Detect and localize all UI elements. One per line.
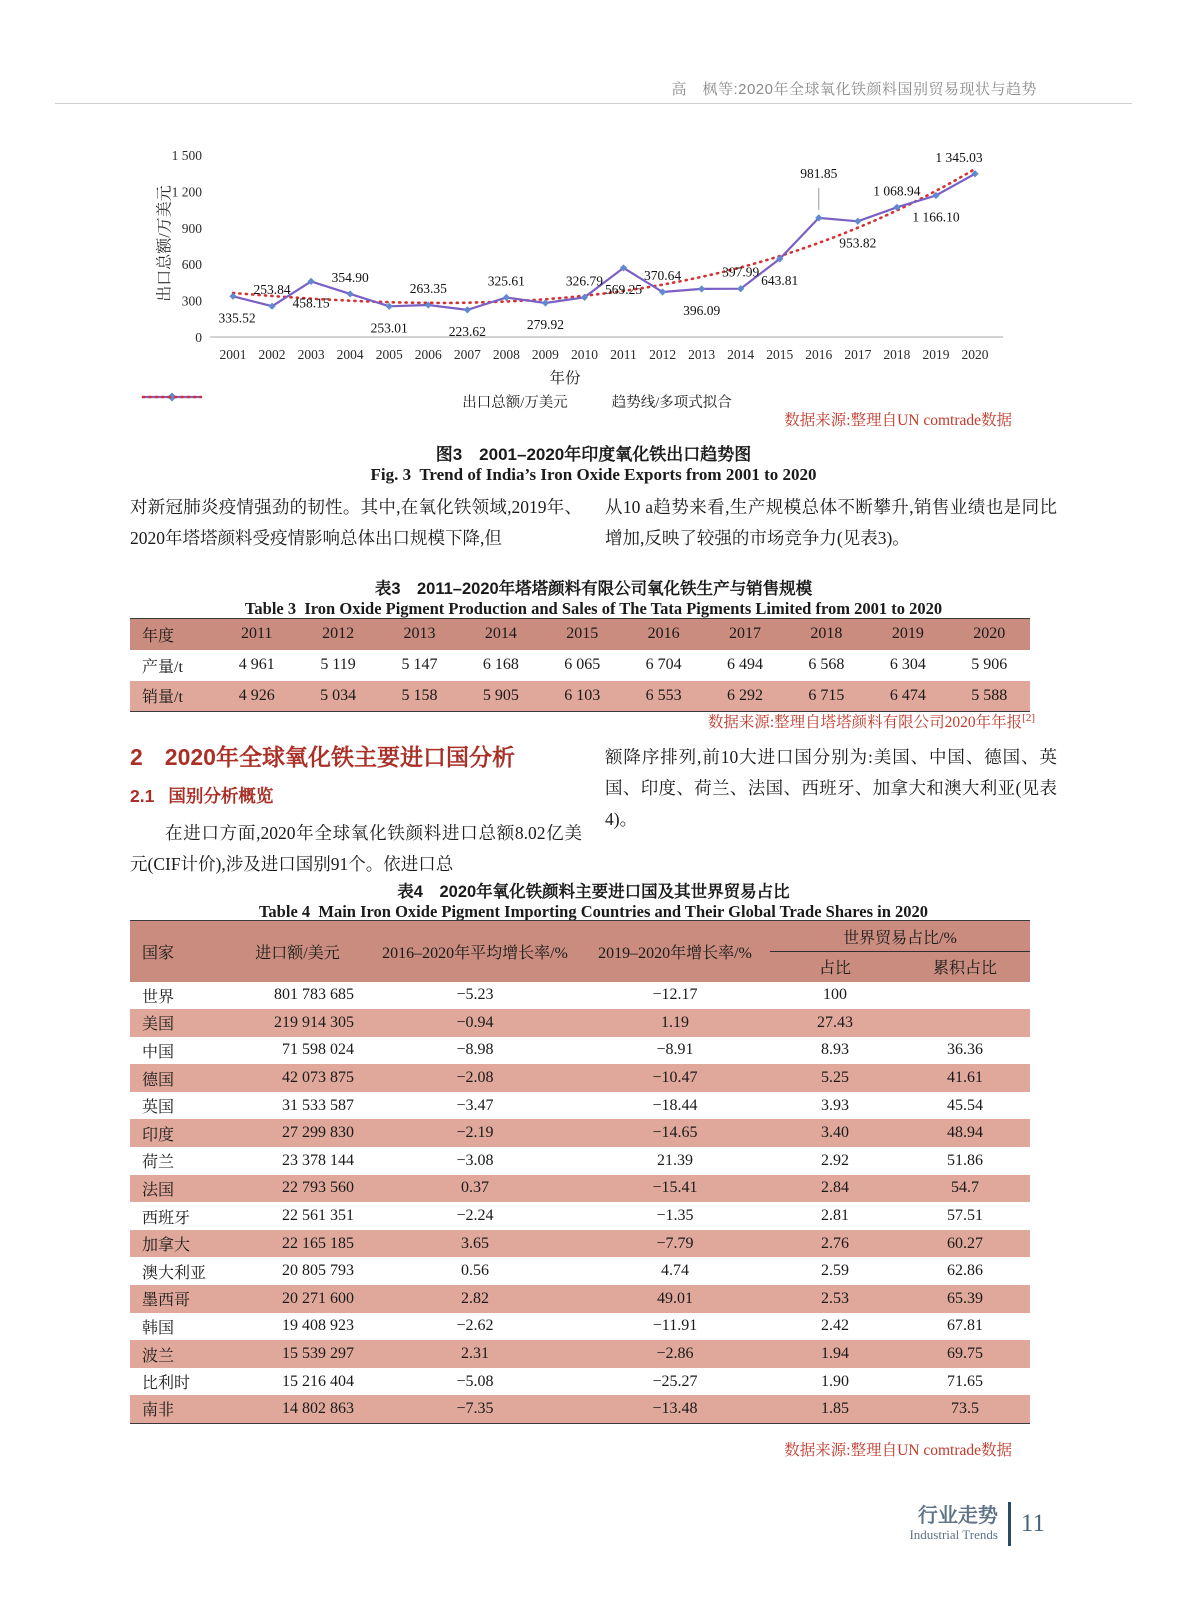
x-tick-label: 2018 — [883, 347, 911, 362]
table-cell: −13.48 — [652, 1399, 698, 1417]
table-cell: −7.79 — [656, 1234, 694, 1252]
data-point-label: 354.90 — [331, 269, 369, 285]
data-point-label: 396.09 — [683, 302, 721, 318]
table-cell: 5 147 — [401, 656, 438, 673]
x-tick-label: 2020 — [961, 347, 989, 362]
table-cell: 15 539 297 — [282, 1345, 354, 1363]
table-cell: 西班牙 — [142, 1209, 191, 1227]
table3-data-source — [708, 710, 1035, 732]
table4-header-share: 占比 — [818, 960, 851, 978]
figure3-caption-en: Fig. 3 Trend of India’s Iron Oxide Exports from 2001 to 2020 — [370, 465, 817, 484]
table-cell: −0.94 — [456, 1013, 494, 1031]
table-cell: 2.31 — [461, 1345, 489, 1363]
x-tick-label: 2003 — [297, 347, 325, 362]
table3-header-cell: 2014 — [484, 625, 517, 643]
table-cell: −5.08 — [456, 1372, 494, 1390]
table-cell: 4 926 — [238, 686, 275, 704]
table-row — [130, 1257, 1030, 1285]
table-cell: 加拿大 — [142, 1237, 191, 1255]
table-cell: 20 805 793 — [282, 1262, 354, 1280]
table-cell: −8.91 — [656, 1041, 694, 1059]
data-point-label: 370.64 — [644, 268, 682, 284]
table-cell: 4 961 — [238, 656, 275, 673]
table-row — [130, 1230, 1030, 1258]
table-cell: 22 165 185 — [282, 1234, 354, 1252]
table-cell: 5 906 — [971, 656, 1008, 673]
section2-column — [130, 742, 582, 880]
table-cell — [900, 1009, 1030, 1037]
table3-header-cell: 2016 — [647, 625, 680, 643]
table4-header-import-value: 进口额/美元 — [255, 944, 340, 962]
table-row — [130, 1313, 1030, 1341]
x-tick-label: 2005 — [375, 347, 403, 362]
data-point-label: 643.81 — [761, 272, 799, 288]
y-tick-label: 600 — [181, 257, 202, 273]
x-tick-label: 2011 — [610, 347, 637, 362]
table-cell: 6 553 — [645, 686, 682, 704]
table-cell: 6 474 — [889, 686, 926, 704]
table-cell: −2.08 — [456, 1069, 494, 1087]
x-tick-label: 2001 — [219, 347, 247, 362]
x-tick-label: 2014 — [727, 347, 755, 362]
table3-header-cell: 2013 — [403, 625, 436, 643]
table3-header-cell: 2019 — [891, 625, 924, 643]
table-cell: 1.85 — [821, 1399, 849, 1417]
table-cell: 0.37 — [461, 1179, 489, 1197]
data-point-marker — [503, 294, 510, 301]
table3-header-cell: 2018 — [810, 625, 843, 643]
table-cell: 2.76 — [821, 1234, 849, 1252]
table-cell: 2.82 — [461, 1289, 489, 1307]
table-cell: 100 — [823, 986, 847, 1004]
data-point-label: 1 166.10 — [912, 209, 960, 225]
x-tick-label: 2007 — [453, 347, 481, 362]
section2-heading — [130, 742, 582, 772]
x-tick-label: 2012 — [649, 347, 677, 362]
y-tick-label: 1 500 — [171, 148, 202, 163]
table-cell: −8.98 — [456, 1041, 494, 1059]
data-point-marker — [542, 299, 549, 306]
table-cell: 8.93 — [821, 1041, 849, 1059]
data-point-label: 335.52 — [218, 310, 256, 326]
table-cell: 0.56 — [461, 1262, 489, 1280]
table-cell: 2.81 — [821, 1207, 849, 1225]
legend-item-exports — [462, 391, 568, 412]
figure3-data-source: 数据来源:整理自UN comtrade数据 — [784, 412, 1012, 429]
body-paragraph-row-2 — [130, 742, 1057, 880]
table-cell: 23 378 144 — [282, 1151, 354, 1169]
table-cell: −25.27 — [652, 1372, 698, 1390]
table-cell: −3.47 — [456, 1096, 494, 1114]
table-cell: −2.62 — [456, 1317, 494, 1335]
data-point-label: 263.35 — [409, 281, 447, 297]
section2-number: 2 — [130, 744, 143, 770]
table-cell: −3.08 — [456, 1151, 494, 1169]
page-footer — [909, 1502, 1045, 1546]
paragraph-right: 从10 a趋势来看,生产规模总体不断攀升,销售业绩也是同比增加,反映了较强的市场竞争力(见表3)。 — [605, 497, 1057, 548]
table-cell: 5.25 — [821, 1069, 849, 1087]
table-cell: 20 271 600 — [282, 1289, 354, 1307]
table-cell: 62.86 — [947, 1262, 983, 1280]
table4-header-row-1 — [130, 921, 1030, 952]
table-row — [130, 1368, 1030, 1396]
table4-header-country: 国家 — [142, 944, 175, 962]
table-cell: 15 216 404 — [282, 1372, 354, 1390]
table-cell: 45.54 — [947, 1096, 983, 1114]
table-row — [130, 982, 1030, 1010]
table-cell: 1.90 — [821, 1372, 849, 1390]
table3 — [130, 618, 1030, 712]
x-tick-label: 2009 — [531, 347, 559, 362]
table-cell: 14 802 863 — [282, 1399, 354, 1417]
y-tick-label: 300 — [181, 293, 202, 309]
table-cell: −12.17 — [652, 986, 698, 1004]
table-cell: −18.44 — [652, 1096, 698, 1114]
table-cell: 世界 — [142, 988, 175, 1006]
data-point-marker — [386, 303, 393, 310]
y-tick-label: 1 200 — [171, 184, 202, 200]
table-cell: −5.23 — [456, 986, 494, 1004]
footer-section-en: Industrial Trends — [909, 1527, 998, 1542]
table-cell: 36.36 — [947, 1041, 983, 1059]
table-cell: 法国 — [142, 1181, 175, 1199]
table-row — [130, 1202, 1030, 1230]
x-tick-label: 2013 — [688, 347, 716, 362]
table4-data-source: 数据来源:整理自UN comtrade数据 — [784, 1442, 1012, 1459]
table-row — [130, 1340, 1030, 1368]
table-row — [130, 1064, 1030, 1092]
x-tick-label: 2017 — [844, 347, 872, 362]
paragraph-right: 额降序排列,前10大进口国分别为:美国、中国、德国、英国、印度、荷兰、法国、西班牙、加拿大和澳大利亚(见表4)。 — [605, 747, 1057, 829]
x-tick-label: 2010 — [570, 347, 598, 362]
data-point-label: 981.85 — [800, 165, 838, 181]
section2-1-number: 2.1 — [130, 786, 155, 806]
data-point-marker — [698, 285, 705, 292]
table-cell: 产量/t — [142, 658, 183, 676]
y-tick-label: 900 — [181, 220, 202, 236]
table-row — [130, 1147, 1030, 1175]
table-cell: 3.93 — [821, 1096, 849, 1114]
table3-header-cell: 年度 — [142, 627, 175, 645]
table-cell: 中国 — [142, 1043, 175, 1061]
table-cell: 219 914 305 — [274, 1013, 354, 1031]
table3-caption-en: Table 3 Iron Oxide Pigment Production and Sales of The Tata Pigments Limited from 2001 to 2020 — [244, 599, 943, 618]
table-cell: −11.91 — [652, 1317, 698, 1335]
table-cell: 42 073 875 — [282, 1069, 354, 1087]
data-point-label: 1 068.94 — [873, 183, 921, 199]
table4-caption-cn: 表4 2020年氧化铁颜料主要进口国及其世界贸易占比 — [397, 883, 790, 901]
table-cell: 41.61 — [947, 1069, 983, 1087]
data-point-label: 325.61 — [487, 273, 525, 289]
x-tick-label: 2004 — [336, 347, 364, 362]
x-tick-label: 2006 — [414, 347, 442, 362]
table-cell: 5 588 — [971, 686, 1008, 704]
table-row — [130, 1175, 1030, 1203]
table-cell: 德国 — [142, 1071, 175, 1089]
table4-header-avg-growth: 2016–2020年平均增长率/% — [382, 944, 568, 962]
table-cell: 48.94 — [947, 1124, 983, 1142]
x-tick-label: 2015 — [766, 347, 794, 362]
data-point-label: 1 345.03 — [935, 149, 983, 165]
table-row — [130, 1119, 1030, 1147]
data-point-marker — [347, 290, 354, 297]
table-cell: −14.65 — [652, 1124, 698, 1142]
table-cell: 荷兰 — [142, 1154, 175, 1172]
table-cell: 比利时 — [142, 1375, 191, 1393]
table-cell: 3.40 — [821, 1124, 849, 1142]
table4-header-yoy-growth: 2019–2020年增长率/% — [598, 944, 752, 962]
body-paragraph-row-1 — [130, 492, 1057, 554]
table3-header-cell: 2011 — [240, 625, 273, 643]
table-cell: 英国 — [142, 1099, 175, 1117]
table4-caption-en: Table 4 Main Iron Oxide Pigment Importing Countries and Their Global Trade Shares in 2020 — [258, 902, 929, 921]
table-cell: −1.35 — [656, 1207, 694, 1225]
x-tick-label: 2019 — [922, 347, 950, 362]
table-cell: 2.53 — [821, 1289, 849, 1307]
table3-source-text: 数据来源:整理自塔塔颜料有限公司2020年年报 — [707, 714, 1023, 731]
data-point-label: 223.62 — [448, 323, 486, 339]
table-row — [130, 650, 1030, 681]
table-cell: 5 158 — [401, 686, 438, 704]
data-point-label: 458.15 — [292, 295, 330, 311]
line-chart-canvas — [140, 128, 1054, 364]
table-cell: 韩国 — [142, 1319, 175, 1337]
data-point-label: 953.82 — [839, 235, 877, 251]
table-cell: 49.01 — [657, 1289, 693, 1307]
data-point-marker — [854, 218, 861, 225]
table-cell: 美国 — [142, 1016, 175, 1034]
table-cell: −2.86 — [656, 1345, 694, 1363]
table-cell: 澳大利亚 — [142, 1264, 207, 1282]
footer-section-cn: 行业走势 — [917, 1505, 998, 1527]
data-point-label: 569.25 — [604, 281, 643, 297]
table-cell: 801 783 685 — [274, 986, 354, 1004]
paragraph-left: 在进口方面,2020年全球氧化铁颜料进口总额8.02亿美元(CIF计价),涉及进口国别91个。依进口总 — [130, 823, 582, 874]
trend-line-swatch — [140, 391, 204, 403]
table-row — [130, 1285, 1030, 1313]
table-cell: 27 299 830 — [282, 1124, 354, 1142]
section2-title: 2020年全球氧化铁主要进口国分析 — [164, 744, 515, 770]
data-point-label: 253.01 — [370, 320, 408, 336]
table3-header-cell: 2020 — [973, 625, 1006, 643]
legend-label: 趋势线/多项式拟合 — [611, 395, 732, 411]
table-cell: −2.19 — [456, 1124, 494, 1142]
table-cell: 71 598 024 — [282, 1041, 354, 1059]
chart-x-axis-title: 年份 — [549, 370, 581, 387]
table-cell: −2.24 — [456, 1207, 494, 1225]
table4 — [130, 920, 1030, 1424]
table-cell: −15.41 — [652, 1179, 698, 1197]
table-cell: 21.39 — [657, 1151, 693, 1169]
table-cell: 6 704 — [645, 656, 682, 673]
table-cell: 6 065 — [564, 656, 601, 673]
figure3-chart — [140, 128, 1060, 428]
table4-header-world-share-group: 世界贸易占比/% — [770, 921, 1030, 952]
table-cell: 2.42 — [821, 1317, 849, 1335]
table-cell: 销量/t — [142, 689, 183, 707]
table-cell: 6 304 — [889, 656, 926, 673]
x-tick-label: 2016 — [805, 347, 833, 362]
table-cell: 6 568 — [808, 656, 845, 673]
table-cell: 73.5 — [951, 1399, 979, 1417]
table3-header-cell: 2017 — [729, 625, 762, 643]
footer-divider — [1008, 1502, 1011, 1546]
header-rule — [55, 103, 1132, 104]
table-cell: 2.59 — [821, 1262, 849, 1280]
legend-item-trend — [612, 391, 732, 412]
table-cell: 65.39 — [947, 1289, 983, 1307]
page-number: 11 — [1020, 1510, 1045, 1537]
chart-y-axis-title: 出口总额/万美元 — [156, 185, 174, 302]
table4-header-cum-share: 累积占比 — [932, 960, 997, 978]
table-cell: −7.35 — [456, 1399, 494, 1417]
y-tick-label: 0 — [195, 330, 202, 345]
data-point-label: 326.79 — [565, 273, 604, 289]
table-row — [130, 1395, 1030, 1423]
data-point-marker — [464, 306, 471, 313]
table-cell: 2.84 — [821, 1179, 849, 1197]
table3-header-row — [130, 619, 1030, 650]
table-row — [130, 1092, 1030, 1120]
table-cell: −10.47 — [652, 1069, 698, 1087]
table-cell: 19 408 923 — [282, 1317, 354, 1335]
table-cell: 3.65 — [461, 1234, 489, 1252]
table-cell: 71.65 — [947, 1372, 983, 1390]
paragraph-left: 对新冠肺炎疫情强劲的韧性。其中,在氧化铁领域,2019年、2020年塔塔颜料受疫情影响总体出口规模下降,但 — [130, 497, 582, 548]
table-cell: 60.27 — [947, 1234, 983, 1252]
data-point-marker — [229, 293, 236, 300]
table-cell: 5 119 — [320, 656, 356, 673]
table-cell: 6 103 — [564, 686, 601, 704]
table3-header-cell: 2015 — [566, 625, 599, 643]
table-cell: 6 494 — [727, 656, 764, 673]
section2-1-heading — [130, 784, 582, 808]
table-cell: 51.86 — [947, 1151, 983, 1169]
legend-label: 出口总额/万美元 — [462, 395, 568, 411]
x-tick-label: 2008 — [492, 347, 520, 362]
table3-caption-cn: 表3 2011–2020年塔塔颜料有限公司氧化铁生产与销售规模 — [374, 580, 813, 598]
figure3-caption-cn: 图3 2001–2020年印度氧化铁出口趋势图 — [435, 445, 752, 464]
table-cell: 31 533 587 — [282, 1096, 354, 1114]
data-point-label: 397.99 — [722, 264, 760, 280]
table-cell: 27.43 — [817, 1013, 853, 1031]
table-cell: 5 034 — [320, 686, 357, 704]
table-cell: 54.7 — [951, 1179, 979, 1197]
table-cell: 1.19 — [661, 1013, 689, 1031]
table-cell: 波兰 — [142, 1347, 175, 1365]
data-point-label: 253.84 — [253, 282, 291, 298]
table-cell: 印度 — [142, 1126, 175, 1144]
table-cell — [900, 982, 1030, 1010]
running-head: 高 枫等:2020年全球氧化铁颜料国别贸易现状与趋势 — [671, 81, 1037, 98]
table-cell: 6 168 — [482, 656, 519, 673]
table-cell: 1.94 — [821, 1345, 849, 1363]
section2-1-title: 国别分析概览 — [168, 786, 274, 806]
table-cell: 69.75 — [947, 1345, 983, 1363]
table-cell: 57.51 — [947, 1207, 983, 1225]
table-row — [130, 1009, 1030, 1037]
table-cell: 4.74 — [661, 1262, 689, 1280]
table-cell: 6 715 — [808, 686, 845, 704]
x-tick-label: 2002 — [258, 347, 286, 362]
table3-header-cell: 2012 — [322, 625, 355, 643]
table-row — [130, 1037, 1030, 1065]
table-cell: 22 561 351 — [282, 1207, 354, 1225]
table3-source-reference: [2] — [1022, 711, 1035, 724]
table-cell: 墨西哥 — [142, 1292, 191, 1310]
table-cell: 6 292 — [727, 686, 764, 704]
data-point-label: 279.92 — [526, 317, 564, 333]
table-cell: 南非 — [142, 1402, 175, 1420]
table-cell: 67.81 — [947, 1317, 983, 1335]
table-cell: 5 905 — [482, 686, 519, 704]
table-cell: 22 793 560 — [282, 1179, 354, 1197]
footer-section-labels — [909, 1505, 997, 1543]
table-cell: 2.92 — [821, 1151, 849, 1169]
table-row — [130, 681, 1030, 712]
